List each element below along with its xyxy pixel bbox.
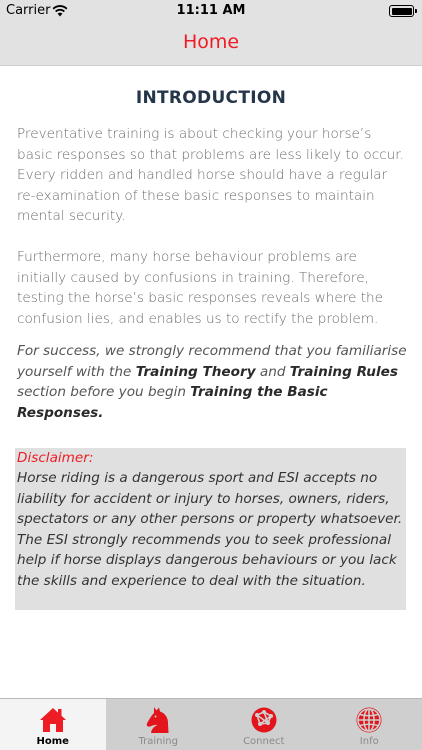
section-heading: INTRODUCTION (135, 88, 287, 108)
tab-bar (0, 698, 422, 750)
content-scroll-area[interactable] (0, 66, 422, 698)
disclaimer-text: Horse riding is a dangerous sport and ESI accepts no liability for accident or injury to horses, owners, riders, spectators or any other persons or property whatsoever. The ESI strongly recommends you to seek professional help if horse displays dangerous behaviours or you lack the skills and experience to deal with the situation. (17, 470, 403, 589)
tab-label-home: Home (36, 736, 69, 747)
clock-time: 11:11 AM (176, 3, 246, 18)
tab-training[interactable] (106, 699, 212, 750)
horse-head-icon (143, 705, 173, 735)
network-globe-icon (249, 705, 279, 735)
disclaimer-box (15, 448, 406, 610)
tab-label-connect: Connect (243, 736, 285, 747)
status-bar (0, 0, 422, 22)
battery-icon (389, 5, 414, 17)
tab-connect[interactable] (211, 699, 317, 750)
basic-responses-link[interactable]: Training the Basic Responses. (17, 384, 328, 421)
recommendation-text-3: section before you begin (17, 384, 191, 400)
tab-home[interactable] (0, 699, 106, 750)
disclaimer-label: Disclaimer: (17, 450, 94, 466)
recommendation-text-1: For success, we strongly recommend that you familiarise yourself with the (17, 343, 407, 380)
tab-label-info: Info (359, 736, 379, 747)
tab-label-training: Training (138, 736, 178, 747)
tab-info[interactable] (317, 699, 422, 750)
training-theory-link[interactable]: Training Theory (135, 363, 256, 380)
navigation-bar (0, 22, 422, 66)
house-icon (38, 705, 68, 735)
recommendation-text-2: and (255, 363, 290, 380)
carrier-label: Carrier (6, 3, 51, 18)
behaviour-paragraph: Furthermore, many horse behaviour problems are initially caused by confusions in training. Therefore, testing the horse’s basic responses reveals where the confusion lies, and enables us to rectify the problem. (17, 249, 384, 327)
globe-icon (354, 705, 384, 735)
training-rules-link[interactable]: Training Rules (289, 363, 398, 380)
page-title: Home (182, 31, 240, 53)
intro-paragraph: Preventative training is about checking your horse’s basic responses so that problems are less likely to occur. Every ridden and handled horse should have a regular re-examination of these basic responses to maintain mental security. (17, 126, 404, 224)
recommendation-paragraph (17, 341, 409, 423)
